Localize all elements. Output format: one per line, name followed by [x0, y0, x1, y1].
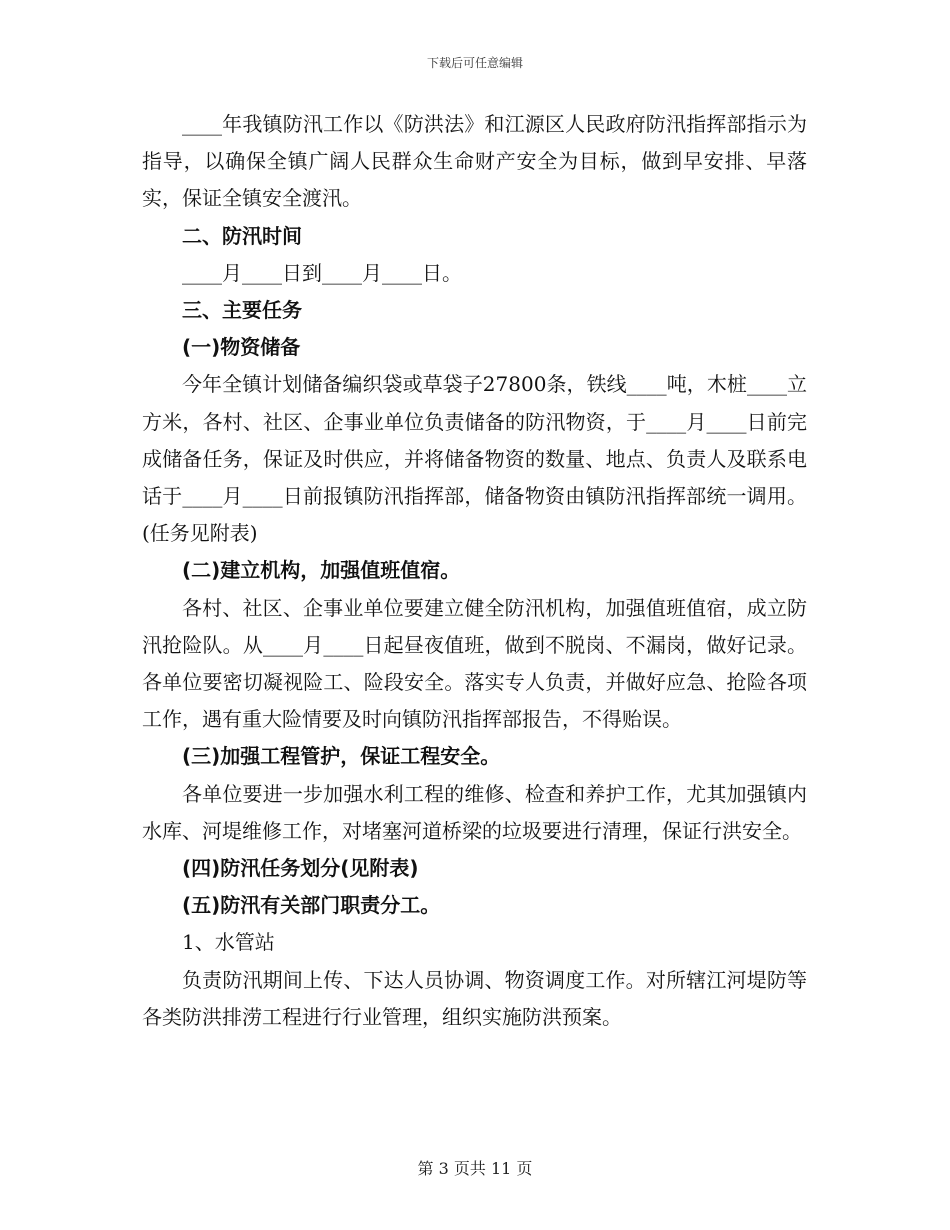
heading-establish-organization: (二)建立机构，加强值班值宿。 [182, 558, 461, 583]
paragraph-water-station-title: 1、水管站 [182, 930, 275, 955]
heading-material-reserve: (一)物资储备 [182, 335, 301, 360]
heading-main-tasks: 三、主要任务 [182, 298, 302, 323]
paragraph-project-maintenance: 各单位要进一步加强水利工程的维修、检查和养护工作，尤其加强镇内水库、河堤维修工作，对堵塞河道桥梁的垃圾要进行清理，保证行洪安全。 [142, 781, 807, 843]
paragraph-establish-organization: 各村、社区、企事业单位要建立健全防汛机构，加强值班值宿，成立防汛抢险队。从____月____日起昼夜值班，做到不脱岗、不漏岗，做好记录。各单位要密切凝视险工、险段安全。落实专人负责，并做好应急、抢险各项工作，遇有重大险情要及时向镇防汛指挥部报告，不得贻误。 [142, 595, 807, 732]
paragraph-material-reserve: 今年全镇计划储备编织袋或草袋子27800条，铁线____吨，木桩____立方米，各村、社区、企事业单位负责储备的防汛物资，于____月____日前完成储备任务，保证及时供应，并将储备物资的数量、地点、负责人及联系电话于____月____日前报镇防汛指挥部，储备物资由镇防汛指挥部统一调用。(任务见附表) [142, 372, 807, 546]
paragraph-flood-dates: ____月____日到____月____日。 [182, 260, 462, 285]
heading-flood-period: 二、防汛时间 [182, 223, 302, 248]
heading-department-duties: (五)防汛有关部门职责分工。 [182, 893, 441, 918]
page-footer: 第 3 页共 11 页 [417, 1159, 533, 1178]
document-body [142, 106, 807, 1036]
page-header: 下载后可任意编辑 [426, 56, 523, 70]
heading-project-maintenance: (三)加强工程管护，保证工程安全。 [182, 744, 501, 769]
paragraph-water-station-duties: 负责防汛期间上传、下达人员协调、物资调度工作。对所辖江河堤防等各类防洪排涝工程进行行业管理，组织实施防洪预案。 [142, 967, 807, 1029]
paragraph-intro: ____年我镇防汛工作以《防洪法》和江源区人民政府防汛指挥部指示为指导，以确保全镇广阔人民群众生命财产安全为目标，做到早安排、早落实，保证全镇安全渡汛。 [142, 112, 807, 211]
heading-task-division: (四)防汛任务划分(见附表) [182, 856, 419, 881]
